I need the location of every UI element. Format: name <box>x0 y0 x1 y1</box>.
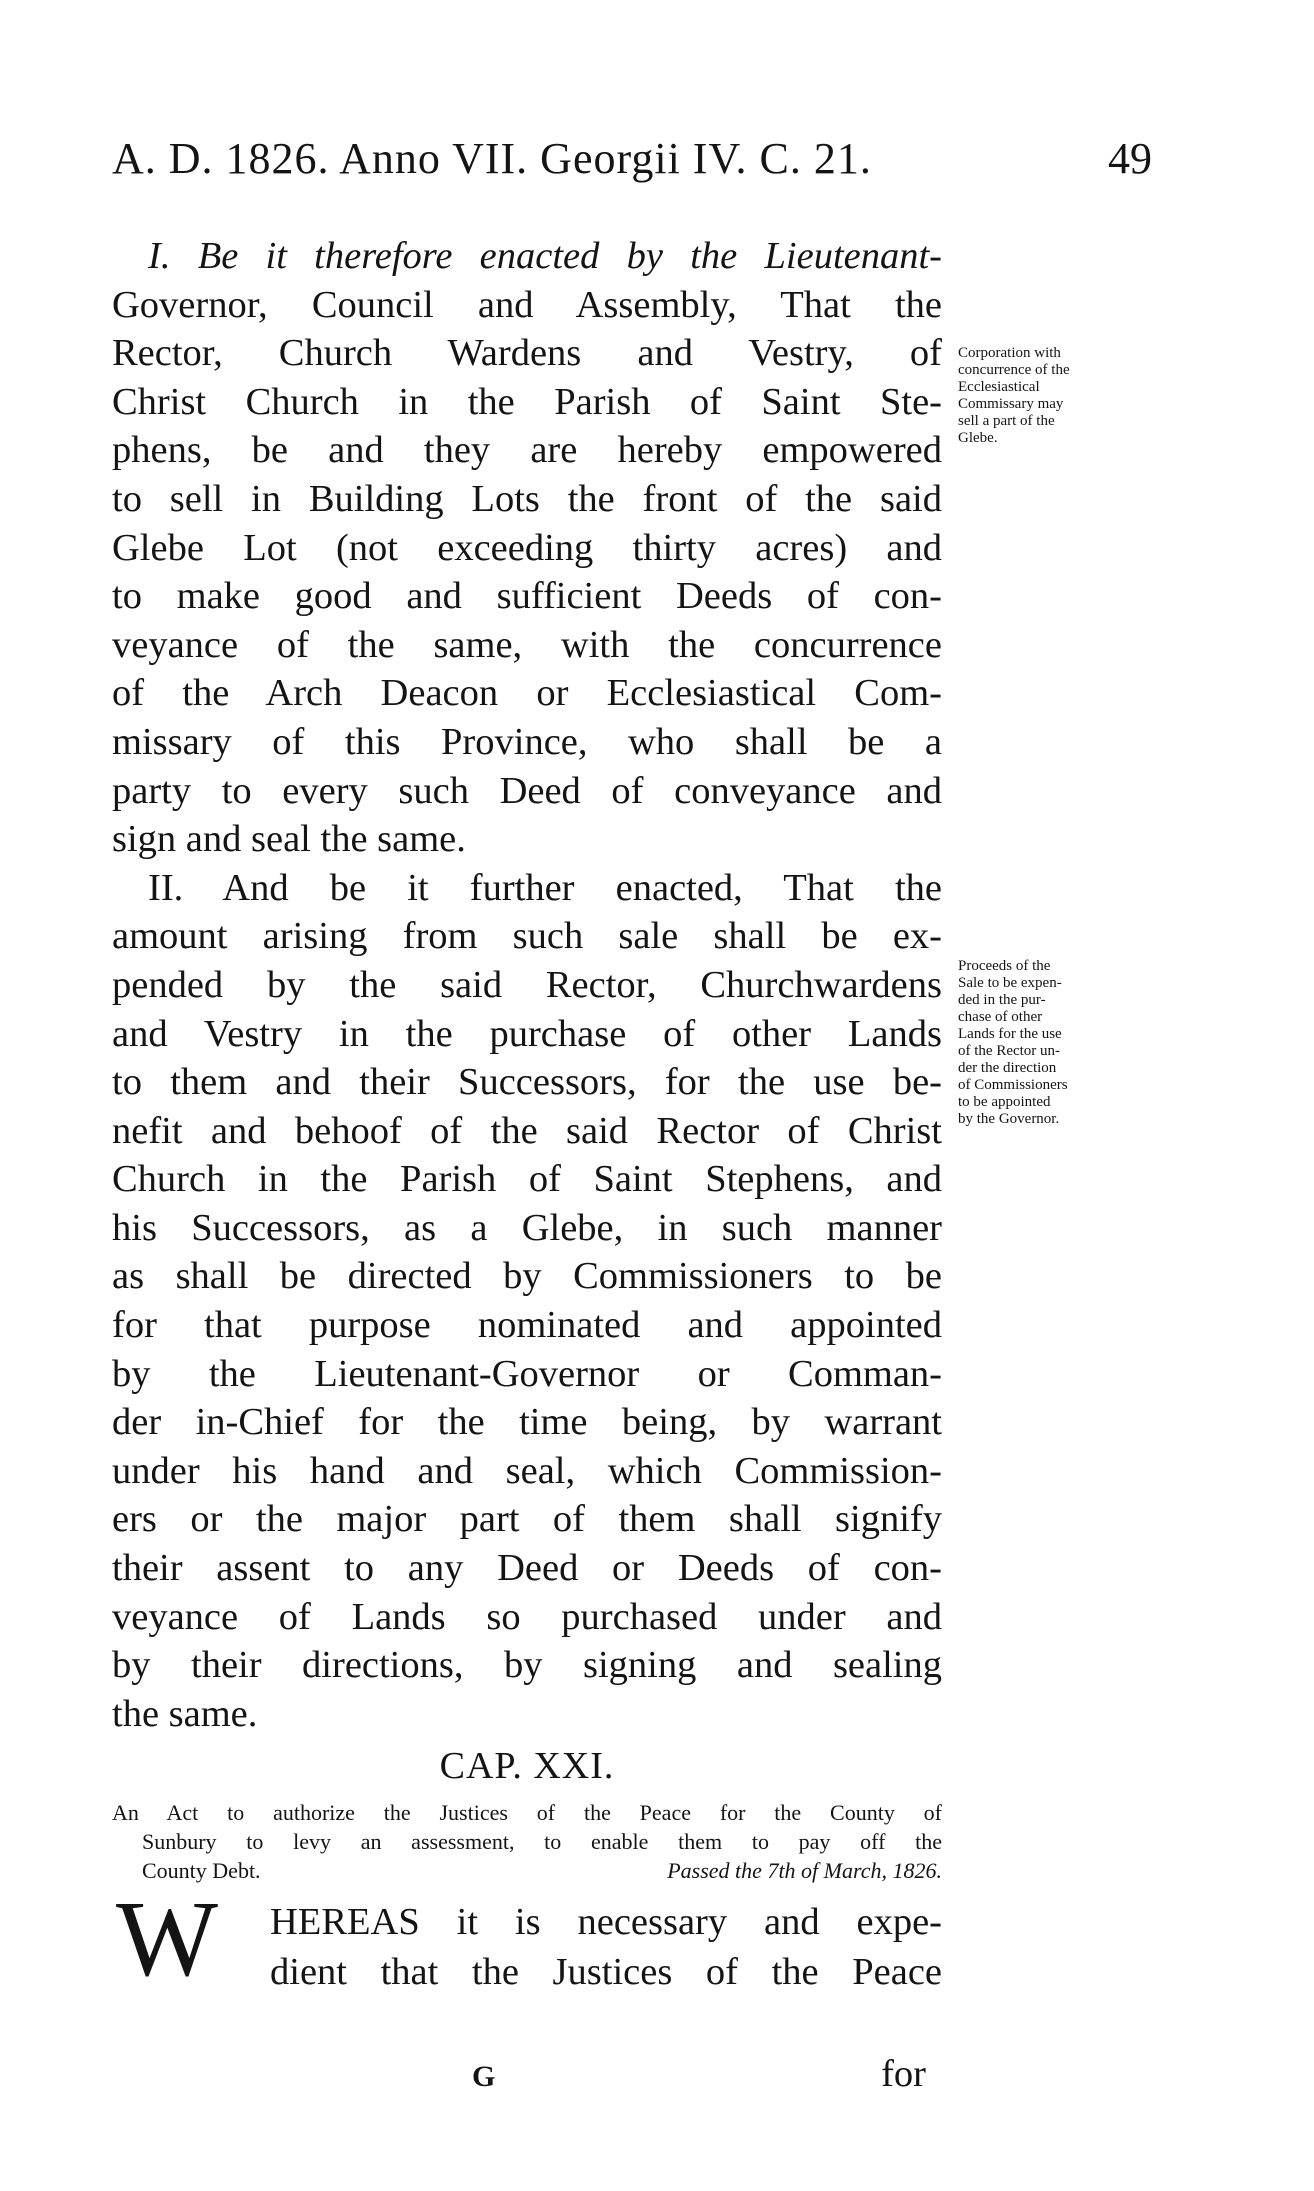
section-2-line: to them and their Successors, for the use be- <box>112 1061 942 1104</box>
section-1-line: veyance of the same, with the concurrence <box>112 623 942 666</box>
section-1-line: I. Be it therefore enacted by the Lieutenant- <box>148 235 942 277</box>
section-2-line: under his hand and seal, which Commission- <box>112 1449 942 1492</box>
marginal-note-line: Glebe. <box>958 430 998 446</box>
section-1-line: party to every such Deed of conveyance and <box>112 769 942 812</box>
act-summary <box>112 1798 942 1885</box>
marginal-note-line: of the Rector un- <box>958 1043 1061 1059</box>
chapter-title: CAP. XXI. <box>439 1745 615 1787</box>
passed-date: Passed the 7th of March, 1826. <box>667 1858 942 1883</box>
section-2-line: for that purpose nominated and appointed <box>112 1304 942 1347</box>
marginal-note-line: Lands for the use <box>958 1026 1062 1042</box>
section-1-line: sign and seal the same. <box>112 818 466 861</box>
act-opening <box>112 1880 942 2008</box>
section-2-line: amount arising from such sale shall be ex- <box>112 915 942 958</box>
marginal-note-line: Commissary may <box>958 396 1064 412</box>
act-summary-line: Sunbury to levy an assessment, to enable them to pay off the <box>142 1829 942 1854</box>
running-head: A. D. 1826. Anno VII. Georgii IV. C. 21. <box>112 134 872 183</box>
section-2-line: their assent to any Deed or Deeds of con- <box>112 1547 942 1590</box>
page-number: 49 <box>1108 134 1152 183</box>
marginal-note-line: by the Governor. <box>958 1111 1060 1127</box>
section-2-line: the same. <box>112 1692 258 1735</box>
section-2-line: and Vestry in the purchase of other Lands <box>112 1012 942 1055</box>
section-2-line: ers or the major part of them shall signify <box>112 1498 942 1541</box>
page-header <box>112 133 1152 193</box>
section-2-line: nefit and behoof of the said Rector of Christ <box>112 1109 942 1152</box>
section-2-line: by the Lieutenant-Governor or Comman- <box>112 1352 942 1395</box>
body-text <box>112 232 942 1738</box>
marginal-note-line: ded in the pur- <box>958 992 1046 1008</box>
marginal-note-line: of Commissioners <box>958 1077 1068 1093</box>
marginal-note-line: Proceeds of the <box>958 958 1051 974</box>
section-1-line: missary of this Province, who shall be a <box>112 720 942 763</box>
section-2-line: pended by the said Rector, Churchwardens <box>112 963 942 1006</box>
page-footer <box>112 2053 942 2110</box>
marginal-note-line: concurrence of the <box>958 362 1070 378</box>
section-2-line: his Successors, as a Glebe, in such manner <box>112 1206 942 1249</box>
section-1-line: Governor, Council and Assembly, That the <box>112 283 942 326</box>
marginal-note-proceeds-of-sale <box>958 958 1138 1128</box>
section-1-line: Glebe Lot (not exceeding thirty acres) and <box>112 526 942 569</box>
drop-cap: W <box>116 1880 218 1999</box>
opening-line: dient that the Justices of the Peace <box>270 1951 942 1993</box>
opening-line: HEREAS it is necessary and expe- <box>270 1901 942 1943</box>
section-1-line: of the Arch Deacon or Ecclesiastical Com- <box>112 672 942 715</box>
marginal-note-line: Ecclesiastical <box>958 379 1040 395</box>
section-1-line: to sell in Building Lots the front of the said <box>112 477 942 520</box>
section-2-line: by their directions, by signing and sealing <box>112 1644 942 1687</box>
marginal-note-line: chase of other <box>958 1009 1043 1025</box>
marginal-note-line: Sale to be expen- <box>958 975 1062 991</box>
section-2-line: der in-Chief for the time being, by warrant <box>112 1401 942 1444</box>
section-2-line: Church in the Parish of Saint Stephens, and <box>112 1158 942 1201</box>
section-2-line: as shall be directed by Commissioners to be <box>112 1255 942 1298</box>
marginal-note-line: der the direction <box>958 1060 1057 1076</box>
section-1-line: Rector, Church Wardens and Vestry, of <box>112 332 942 375</box>
marginal-note-line: to be appointed <box>958 1094 1051 1110</box>
section-1-line: Christ Church in the Parish of Saint Ste- <box>112 380 942 423</box>
section-2-line: II. And be it further enacted, That the <box>148 866 942 909</box>
marginal-note-line: Corporation with <box>958 345 1061 361</box>
marginal-note-line: sell a part of the <box>958 413 1055 429</box>
section-1-line: phens, be and they are hereby empowered <box>112 429 942 472</box>
act-summary-line: An Act to authorize the Justices of the Peace for the County of <box>112 1800 942 1825</box>
signature-mark: G <box>472 2060 496 2093</box>
section-2-line: veyance of Lands so purchased under and <box>112 1595 942 1638</box>
catchword: for <box>881 2053 926 2095</box>
act-summary-last-line <box>112 1856 942 1885</box>
marginal-note-sale-of-glebe <box>958 345 1138 447</box>
act-summary-line: County Debt. <box>142 1858 261 1883</box>
section-1-line: to make good and sufficient Deeds of con- <box>112 575 942 618</box>
